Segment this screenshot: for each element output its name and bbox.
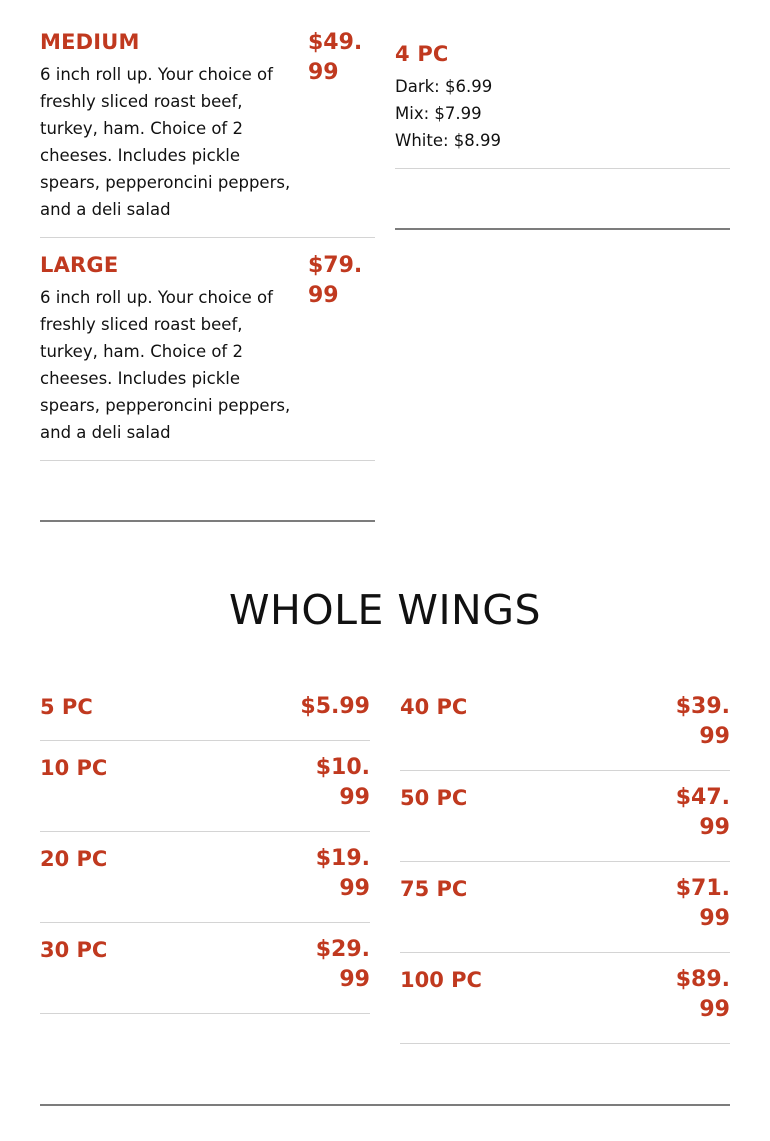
divider xyxy=(400,770,730,771)
wing-price-100pc: $89.99 xyxy=(675,967,730,1022)
divider xyxy=(40,831,370,832)
wing-price-30pc: $29.99 xyxy=(315,937,370,992)
divider xyxy=(40,460,375,461)
item-price-medium: $49.99 xyxy=(308,30,363,85)
divider xyxy=(400,952,730,953)
wing-name-75pc: 75 PC xyxy=(400,877,468,901)
variant-white: White: $8.99 xyxy=(395,131,502,150)
wing-name-40pc: 40 PC xyxy=(400,695,468,719)
divider xyxy=(40,922,370,923)
divider xyxy=(395,168,730,169)
item-price-large: $79.99 xyxy=(308,253,363,308)
wing-price-20pc: $19.99 xyxy=(315,846,370,901)
divider xyxy=(40,237,375,238)
wing-name-20pc: 20 PC xyxy=(40,847,108,871)
wing-name-30pc: 30 PC xyxy=(40,938,108,962)
item-description-medium: 6 inch roll up. Your choice of freshly sliced roast beef, turkey, ham. Choice of 2 cheeses. Includes pickle spears, pepperoncini peppers, and a deli salad xyxy=(40,65,291,219)
variant-mix: Mix: $7.99 xyxy=(395,104,482,123)
wing-name-100pc: 100 PC xyxy=(400,968,482,992)
item-name-4pc: 4 PC xyxy=(395,42,449,66)
wing-name-50pc: 50 PC xyxy=(400,786,468,810)
divider xyxy=(400,861,730,862)
wing-name-5pc: 5 PC xyxy=(40,695,93,719)
section-rule xyxy=(395,228,730,230)
wing-price-75pc: $71.99 xyxy=(675,876,730,931)
section-title: WHOLE WINGS xyxy=(228,586,542,634)
variant-dark: Dark: $6.99 xyxy=(395,77,493,96)
divider xyxy=(40,1013,370,1014)
item-description-large: 6 inch roll up. Your choice of freshly sliced roast beef, turkey, ham. Choice of 2 cheeses. Includes pickle spears, pepperoncini peppers, and a deli salad xyxy=(40,288,291,442)
wing-price-10pc: $10.99 xyxy=(315,755,370,810)
section-rule xyxy=(40,1104,730,1106)
item-name-medium: MEDIUM xyxy=(40,30,140,54)
wing-price-40pc: $39.99 xyxy=(675,694,730,749)
divider xyxy=(400,1043,730,1044)
wing-name-10pc: 10 PC xyxy=(40,756,108,780)
wing-price-5pc: $5.99 xyxy=(300,694,370,719)
wing-price-50pc: $47.99 xyxy=(675,785,730,840)
divider xyxy=(40,740,370,741)
item-name-large: LARGE xyxy=(40,253,119,277)
section-rule xyxy=(40,520,375,522)
